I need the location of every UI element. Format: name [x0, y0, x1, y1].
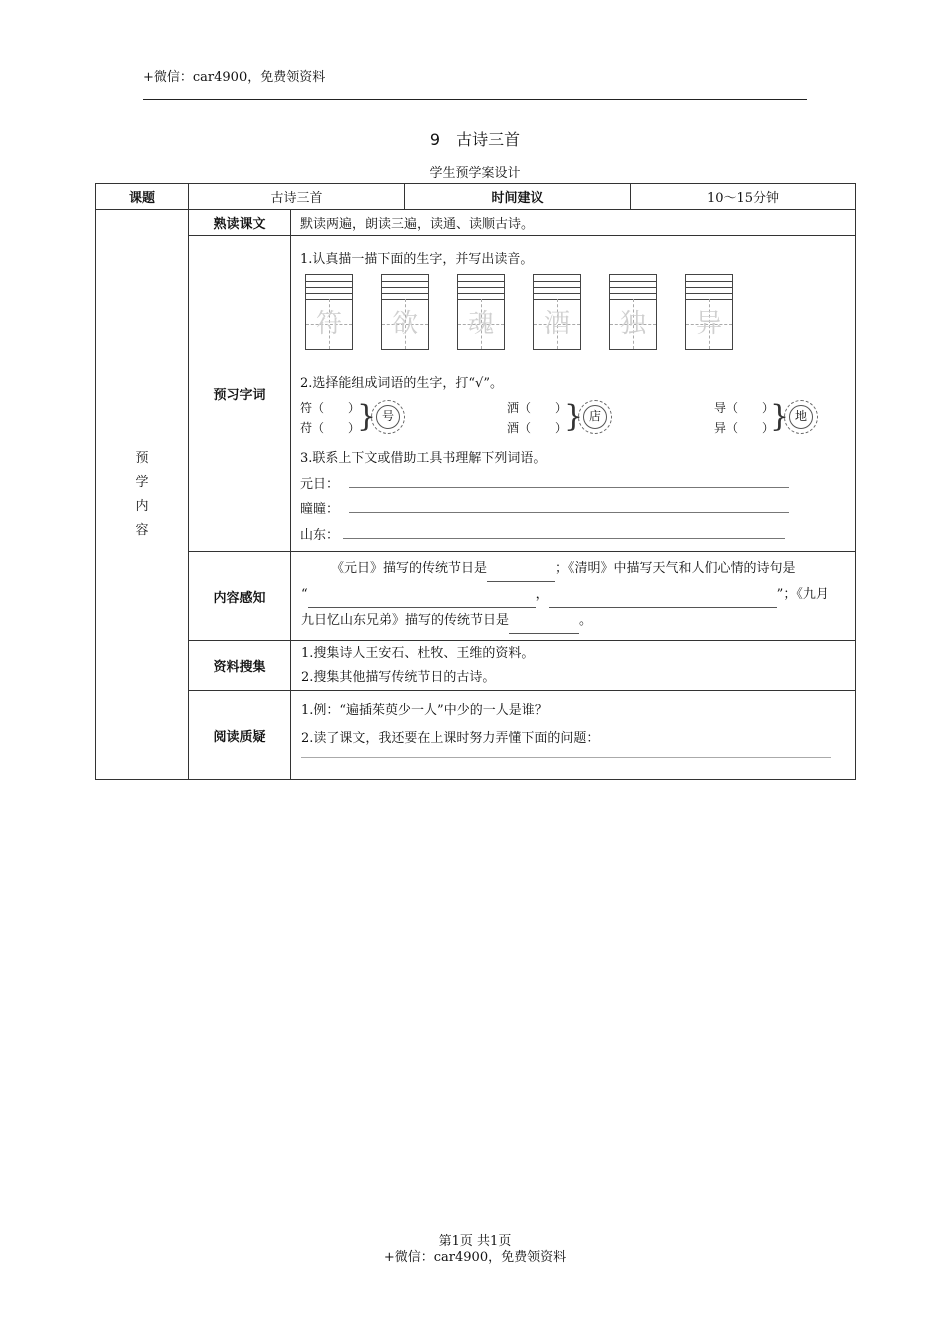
preview-label: 预习字词 — [189, 236, 291, 552]
content-text — [291, 552, 856, 641]
question-label: 阅读质疑 — [189, 691, 291, 780]
time-label: 时间建议 — [405, 184, 631, 210]
topic-label: 课题 — [96, 184, 189, 210]
page-number: 第1页 共1页 — [438, 1234, 512, 1249]
footer-watermark: +微信：car4900，免费领资料 — [383, 1250, 567, 1265]
tracing-grid — [685, 274, 733, 350]
time-value: 10～15分钟 — [631, 184, 856, 210]
header-divider — [143, 99, 807, 100]
subtitle: 学生预学案设计 — [429, 166, 521, 181]
question-1: 1.认真描一描下面的生字，并写出读音。 — [300, 252, 534, 267]
target-char-badge: 地 — [784, 400, 818, 434]
section-label — [96, 210, 189, 780]
question-3: 3.联系上下文或借助工具书理解下列词语。 — [300, 451, 547, 466]
brace-icon: } — [564, 399, 584, 434]
read-label: 熟读课文 — [189, 210, 291, 236]
choice-group — [300, 398, 360, 438]
choice-option[interactable]: 导（ ） — [714, 401, 775, 415]
header-watermark: +微信：car4900，免费领资料 — [143, 70, 326, 85]
target-char-badge: 号 — [371, 400, 405, 434]
content-text-part: ， — [535, 587, 549, 602]
collect-item: 2.搜集其他描写传统节日的古诗。 — [301, 669, 496, 685]
blank-poem-line-1[interactable] — [308, 582, 536, 608]
preview-content — [291, 236, 855, 551]
content-text-part: 。 — [579, 613, 593, 628]
trace-char: 独 — [619, 309, 646, 339]
content-text-part: 九日忆山东兄弟》描写的传统节日是 — [301, 613, 510, 628]
trace-char: 符 — [315, 309, 342, 339]
section-char: 学 — [135, 474, 149, 490]
blank-festival-1[interactable] — [487, 556, 555, 582]
choice-option[interactable]: 异（ ） — [714, 421, 775, 435]
choice-option[interactable]: 洒（ ） — [507, 401, 568, 415]
preview-table — [95, 183, 856, 780]
answer-line[interactable] — [349, 487, 789, 488]
collect-item: 1.搜集诗人王安石、杜牧、王维的资料。 — [301, 645, 535, 661]
tracing-grids — [300, 274, 860, 352]
trace-char: 魂 — [467, 309, 494, 339]
content-text-part: ；《清明》中描写天气和人们心情的诗句是 — [555, 561, 796, 576]
word-label: 曈曈： — [300, 502, 340, 517]
word-label: 山东： — [300, 528, 340, 543]
trace-char: 异 — [695, 309, 722, 339]
topic-value: 古诗三首 — [189, 184, 405, 210]
question-item: 1.例：“遍插茱萸少一人”中少的一人是谁？ — [301, 703, 548, 718]
trace-char: 酒 — [543, 309, 570, 339]
tracing-grid — [609, 274, 657, 350]
brace-icon: } — [770, 399, 790, 434]
question-answer-line[interactable] — [301, 757, 831, 758]
section-char: 内 — [135, 498, 149, 514]
tracing-grid — [305, 274, 353, 350]
section-char: 预 — [135, 450, 149, 466]
trace-char: 欲 — [391, 309, 418, 339]
brace-icon: } — [357, 399, 377, 434]
choice-option[interactable]: 符（ ） — [300, 401, 361, 415]
choice-group — [714, 398, 774, 438]
blank-poem-line-2[interactable] — [549, 582, 777, 608]
choice-option[interactable]: 酒（ ） — [507, 421, 568, 435]
collect-label: 资料搜集 — [189, 641, 291, 691]
answer-line[interactable] — [349, 512, 789, 513]
answer-line[interactable] — [343, 538, 785, 539]
content-text-part: “ — [301, 587, 308, 602]
content-text-part: 《元日》描写的传统节日是 — [331, 561, 488, 576]
section-char: 容 — [135, 522, 149, 538]
content-label: 内容感知 — [189, 552, 291, 641]
content-text-part: ”；《九月 — [776, 587, 829, 602]
word-label: 元日： — [300, 477, 340, 492]
choice-group — [507, 398, 567, 438]
lesson-title: 9 古诗三首 — [429, 130, 521, 149]
tracing-grid — [381, 274, 429, 350]
target-char-badge: 店 — [578, 400, 612, 434]
choice-option[interactable]: 苻（ ） — [300, 421, 361, 435]
blank-festival-2[interactable] — [509, 608, 579, 634]
tracing-grid — [457, 274, 505, 350]
question-2: 2.选择能组成词语的生字，打“√”。 — [300, 376, 503, 391]
read-text: 默读两遍，朗读三遍，读通、读顺古诗。 — [291, 210, 856, 236]
tracing-grid — [533, 274, 581, 350]
question-item: 2.读了课文，我还要在上课时努力弄懂下面的问题： — [301, 731, 600, 746]
